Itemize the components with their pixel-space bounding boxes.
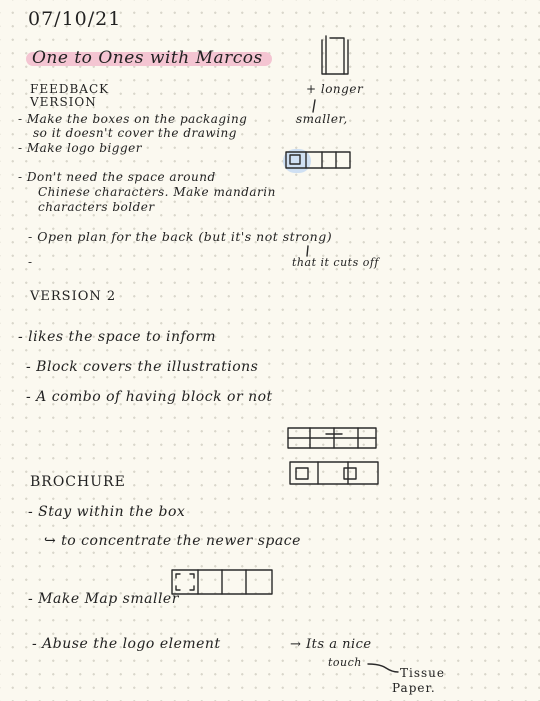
layout-strip-sketch-1-icon: [286, 426, 380, 452]
tissue-connector-icon: [366, 660, 400, 676]
feedback-item-4: - Open plan for the back (but it's not strong): [28, 229, 333, 244]
feedback-item-5: -: [28, 255, 33, 269]
brochure-item-3: - Make Map smaller: [28, 591, 179, 607]
feedback-item-1-line-2: so it doesn't cover the drawing: [33, 126, 237, 140]
brochure-item-1: - Stay within the box: [28, 504, 186, 520]
connector-line-2-icon: [300, 244, 320, 258]
version2-item-2: - Block covers the illustrations: [26, 359, 259, 375]
side-note-smaller: smaller,: [296, 112, 348, 126]
brochure-item-4: - Abuse the logo element: [32, 636, 221, 652]
feedback-heading: FEEDBACK: [30, 82, 110, 96]
version2-item-1: - likes the space to inform: [18, 329, 217, 345]
side-note-longer: + longer: [306, 82, 364, 96]
page-date: 07/10/21: [28, 8, 122, 30]
version2-item-3: - A combo of having block or not: [26, 389, 273, 405]
feedback-subheading: VERSION: [30, 95, 97, 109]
brochure-heading: BROCHURE: [30, 474, 126, 490]
connector-line-icon: [305, 98, 325, 116]
tissue-note-line-2: Paper.: [392, 681, 436, 695]
feedback-item-3-line-2: Chinese characters. Make mandarin: [38, 185, 276, 199]
feedback-item-3-line-3: characters bolder: [38, 200, 155, 214]
arrow-note: → Its a nice: [290, 637, 372, 652]
version2-heading: VERSION 2: [30, 289, 117, 304]
tissue-note-line-1: Tissue: [400, 666, 445, 680]
package-sketch-icon: [318, 34, 352, 78]
side-note-cuts-off: that it cuts off: [292, 256, 379, 269]
map-strip-sketch-icon: [168, 566, 278, 600]
logo-strip-sketch-icon: [284, 150, 354, 172]
page-title: One to Ones with Marcos: [32, 48, 263, 68]
feedback-item-3-line-1: - Don't need the space around: [18, 170, 216, 184]
layout-strip-sketch-2-icon: [288, 460, 382, 488]
feedback-item-2: - Make logo bigger: [18, 141, 143, 155]
feedback-item-1-line-1: - Make the boxes on the packaging: [18, 112, 248, 126]
brochure-item-2: ↪ to concentrate the newer space: [44, 533, 301, 549]
arrow-note-2: touch: [328, 656, 362, 669]
